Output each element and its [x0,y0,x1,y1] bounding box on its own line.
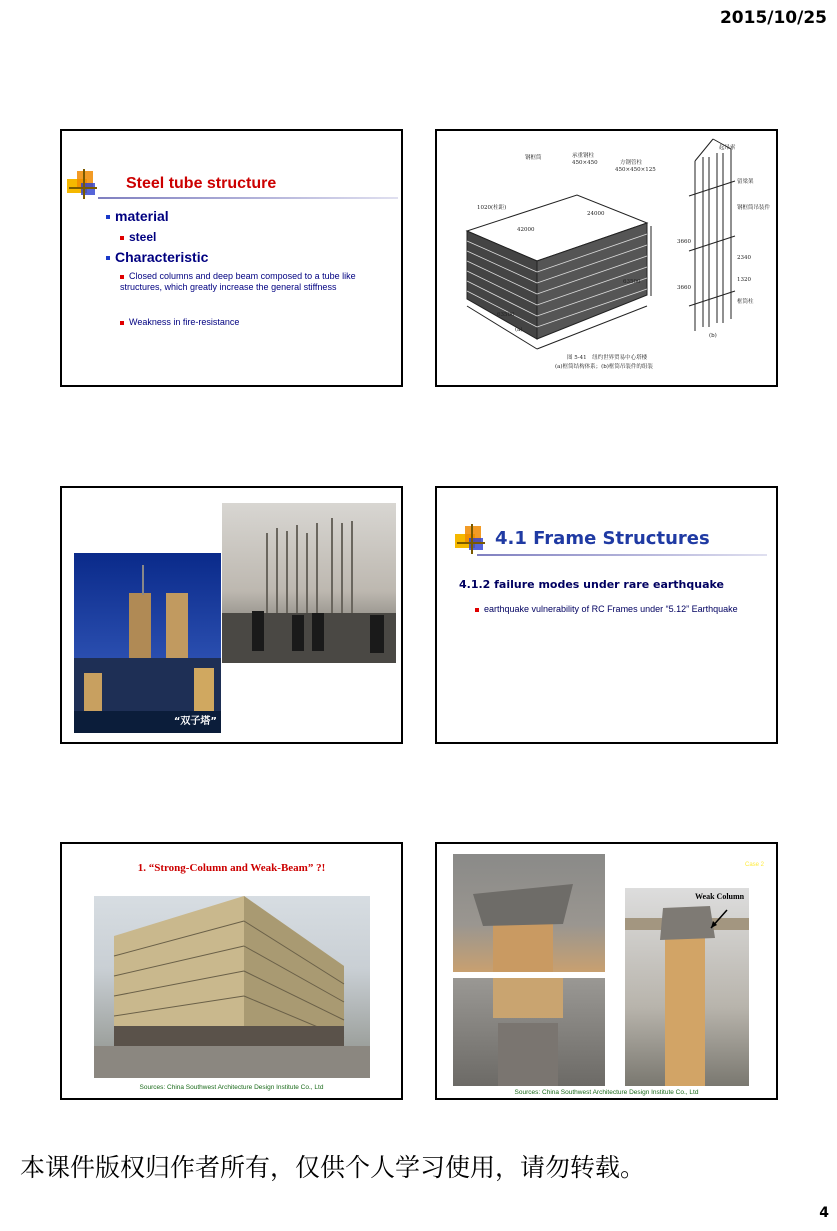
svg-text:3660: 3660 [677,239,691,245]
svg-text:1020(柱距): 1020(柱距) [477,205,507,211]
damaged-column-photo-1 [453,854,605,972]
source-note: Sources: China Southwest Architecture Design Institute Co., Ltd [514,1089,699,1096]
case-tag: Case 2 [744,862,764,868]
bullet-steel: steel [120,230,156,244]
slide-twin-towers [60,486,403,744]
svg-text:63500: 63500 [623,279,641,285]
copyright-notice: 本课件版权归作者所有，仅供个人学习使用，请勿转载。 [20,1153,646,1182]
bullet-logo-icon [67,169,97,199]
twin-towers-label: “双子塔” [173,716,217,727]
bullet-logo-icon [455,524,485,554]
title-rule [98,197,398,199]
twin-towers-photo [74,553,221,733]
ground-zero-photo [222,503,396,663]
svg-text:图 5-41 纽约世界贸易中心塔楼: 图 5-41 纽约世界贸易中心塔楼 [567,355,648,361]
svg-text:(a)框筒结构体系；(b)框筒吊装件的组装: (a)框筒结构体系；(b)框筒吊装件的组装 [555,364,653,370]
bullet-vulnerability: earthquake vulnerability of RC Frames under “5.12” Earthquake [475,602,765,617]
svg-text:(b): (b) [709,333,717,339]
svg-text:(a): (a) [515,327,523,333]
svg-text:3660: 3660 [677,285,691,291]
svg-text:2340: 2340 [737,255,751,261]
slide-wtc-drawing [435,129,778,387]
title-rule [477,554,767,556]
damaged-column-photo-2 [453,978,605,1086]
slide-title: 4.1 Frame Structures [495,528,710,549]
svg-text:1320: 1320 [737,277,751,283]
building-photo [94,896,370,1078]
svg-text:24000: 24000 [587,211,605,217]
slide-frame-structures [435,486,778,744]
svg-text:42000: 42000 [517,227,535,233]
svg-text:框筒柱: 框筒柱 [737,299,754,305]
svg-text:63500: 63500 [497,312,515,318]
framed-tube-diagram [437,131,776,385]
svg-text:起吊索: 起吊索 [719,145,736,151]
svg-text:方钢管柱: 方钢管柱 [620,160,643,166]
bullet-fire-resistance: Weakness in fire-resistance [120,317,239,327]
page-number: 4 [819,1205,829,1221]
slide-strong-column [60,842,403,1100]
source-note: Sources: China Southwest Architecture Design Institute Co., Ltd [139,1084,324,1091]
slide-weak-column [435,842,778,1100]
bullet-characteristic: Characteristic [106,249,208,265]
weak-column-photo [625,888,749,1086]
bullet-closed-columns: Closed columns and deep beam composed to a tube like structures, which greatly increase the general stiffness [120,271,356,292]
svg-text:留梁架: 留梁架 [737,179,754,185]
slide-steel-tube [60,129,403,387]
svg-text:钢框筒: 钢框筒 [525,155,542,161]
svg-text:450×450×125: 450×450×125 [615,167,656,173]
slide-title: 1. “Strong-Column and Weak-Beam” ?! [137,862,326,874]
svg-text:钢框筒吊装件: 钢框筒吊装件 [737,205,771,211]
subtitle: 4.1.2 failure modes under rare earthquake [459,578,724,591]
svg-text:承重钢柱: 承重钢柱 [572,153,595,159]
svg-text:450×450: 450×450 [572,160,598,166]
weak-column-label: Weak Column [695,892,745,901]
slide-title: Steel tube structure [126,175,277,192]
bullet-material: material [106,208,169,224]
header-date: 2015/10/25 [719,8,827,28]
